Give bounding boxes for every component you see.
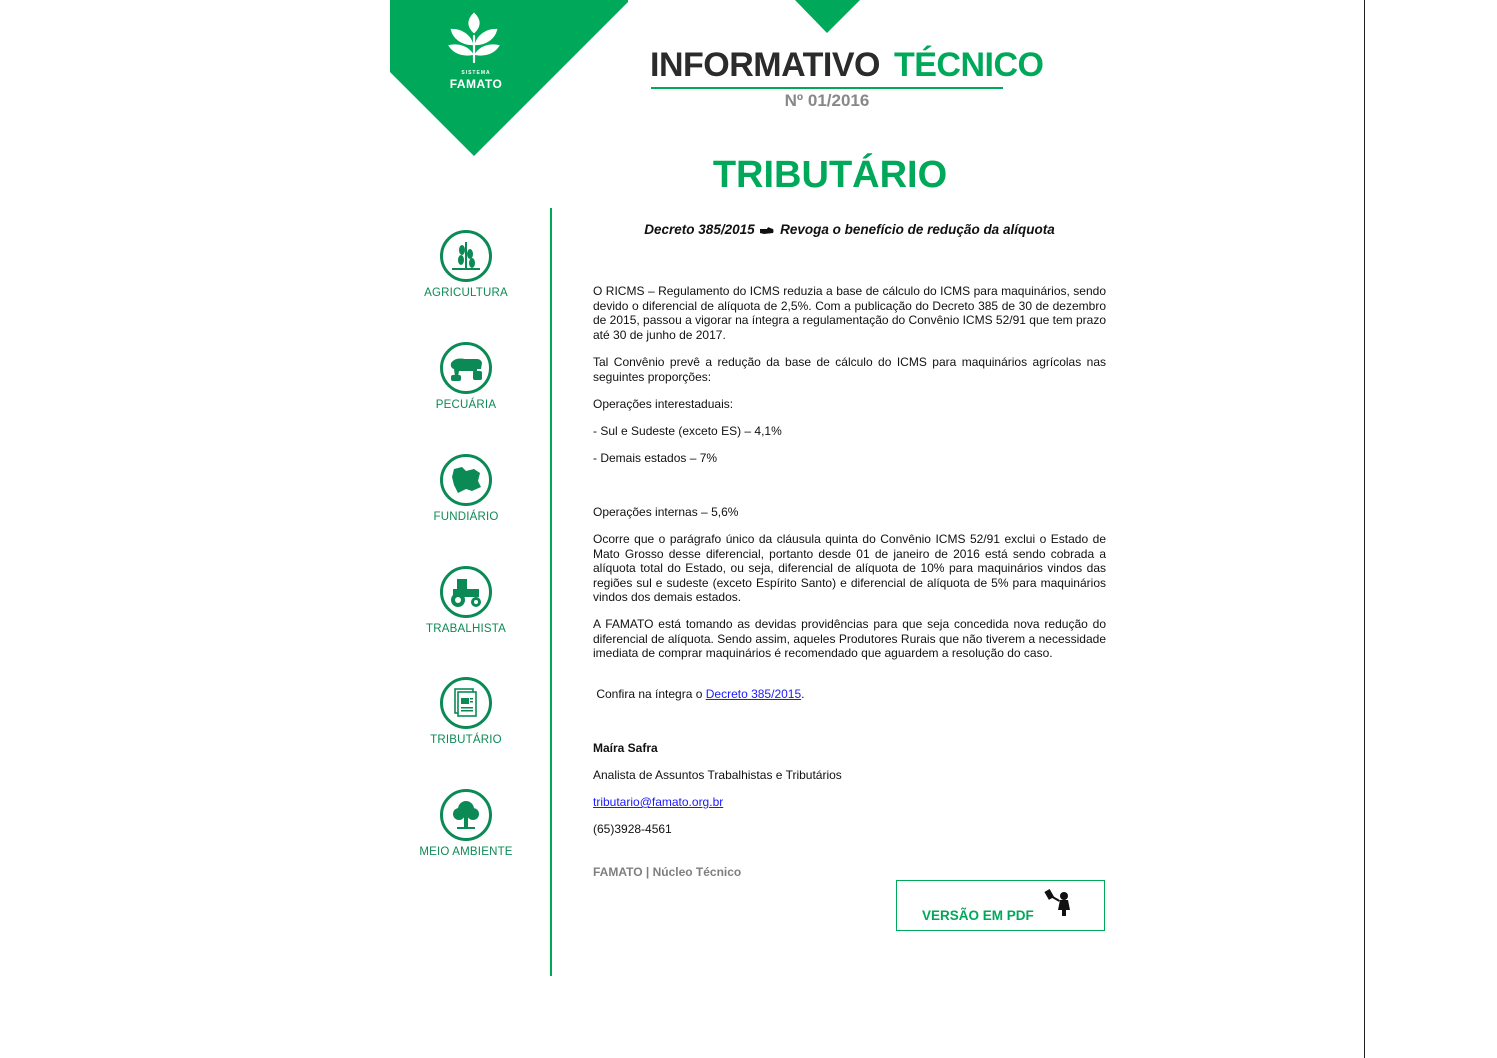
category-meio-ambiente[interactable] xyxy=(410,789,522,858)
category-label: TRIBUTÁRIO xyxy=(430,734,502,746)
tree-icon xyxy=(440,789,492,841)
paragraph-convenio: Tal Convênio prevê a redução da base de cálculo do ICMS para maquinários agrícolas nas seguintes proporções: xyxy=(593,355,1106,384)
category-tributario[interactable] xyxy=(410,677,522,746)
logo-name: FAMATO xyxy=(449,77,503,91)
confira-text: Confira na íntegra o xyxy=(593,687,706,701)
category-trabalhista[interactable] xyxy=(410,566,522,635)
page-edge-line xyxy=(1364,0,1365,1058)
confira-period: . xyxy=(801,687,805,701)
category-pecuaria[interactable] xyxy=(410,342,522,411)
paragraph-confira xyxy=(593,687,1106,702)
list-item-demais-estados: - Demais estados – 7% xyxy=(593,451,718,465)
cattle-icon xyxy=(440,342,492,394)
paragraph-clausula: Ocorre que o parágrafo único da cláusula quinta do Convênio ICMS 52/91 exclui o Estado de Mato Grosso desse diferencial, portanto desde 01 de janeiro de 2016 está sendo cobrada a alíquota total do Estado, ou seja, diferencial de alíquota de 10% para maquinários vindos das regiões sul e sudeste (exceto Espírito Santo) e diferencial de alíquota de 5% para maquinários vindos dos demais estados. xyxy=(593,532,1106,605)
map-icon xyxy=(440,454,492,506)
footer-note: FAMATO | Núcleo Técnico xyxy=(593,865,742,879)
author-email-link[interactable]: tributario@famato.org.br xyxy=(593,795,724,809)
author-role: Analista de Assuntos Trabalhistas e Tributários xyxy=(593,768,842,782)
category-label: AGRICULTURA xyxy=(424,287,508,299)
header-underline xyxy=(651,87,1003,89)
author-name: Maíra Safra xyxy=(593,741,658,755)
list-item-sul-sudeste: - Sul e Sudeste (exceto ES) – 4,1% xyxy=(593,424,782,438)
paragraph-internas: Operações internas – 5,6% xyxy=(593,505,739,519)
paragraph-ricms: O RICMS – Regulamento do ICMS reduzia a base de cálculo do ICMS para maquinários, sendo devido o diferencial de alíquota de 2,5%. Com a publicação do Decreto 385 de 30 de dezembro de 2015, passou a vigorar na íntegra a regulamentação do Convênio ICMS 52/91 que tem prazo até 30 de junho de 2017. xyxy=(593,284,1106,342)
category-label: MEIO AMBIENTE xyxy=(419,846,513,858)
paragraph-interestaduais: Operações interestaduais: xyxy=(593,397,734,411)
article-subtitle xyxy=(593,222,1106,237)
documents-icon xyxy=(440,677,492,729)
author-email-row xyxy=(593,795,1106,810)
title-word-informativo: INFORMATIVO xyxy=(650,46,880,84)
subtitle-decree: Decreto 385/2015 xyxy=(644,222,755,237)
pdf-version-label: VERSÃO EM PDF xyxy=(922,908,1034,923)
category-agricultura[interactable] xyxy=(410,230,522,299)
vertical-divider xyxy=(550,208,552,976)
category-fundiario[interactable] xyxy=(410,454,522,523)
subtitle-text: Revoga o benefício de redução da alíquota xyxy=(780,222,1055,237)
pointing-hand-icon xyxy=(760,226,774,235)
category-label: FUNDIÁRIO xyxy=(433,511,499,523)
tractor-icon xyxy=(440,566,492,618)
logo-subtext: SISTEMA xyxy=(461,70,491,76)
agriculture-icon xyxy=(440,230,492,282)
section-title: TRIBUTÁRIO xyxy=(712,154,948,196)
pdf-download-icon xyxy=(1044,886,1076,918)
category-label: TRABALHISTA xyxy=(426,623,506,635)
category-label: PECUÁRIA xyxy=(435,399,497,411)
title-word-tecnico: TÉCNICO xyxy=(893,46,1044,84)
issue-number: Nº 01/2016 xyxy=(784,91,870,110)
decree-link[interactable]: Decreto 385/2015 xyxy=(705,687,802,701)
paragraph-providencias: A FAMATO está tomando as devidas providências para que seja concedida nova redução do diferencial de alíquota. Sendo assim, aqueles Produtores Rurais que não tiverem a necessidade imediata de comprar maquinários é recomendado que aguardem a resolução do caso. xyxy=(593,617,1106,661)
author-phone: (65)3928-4561 xyxy=(593,822,672,836)
informativo-title xyxy=(650,46,1043,84)
